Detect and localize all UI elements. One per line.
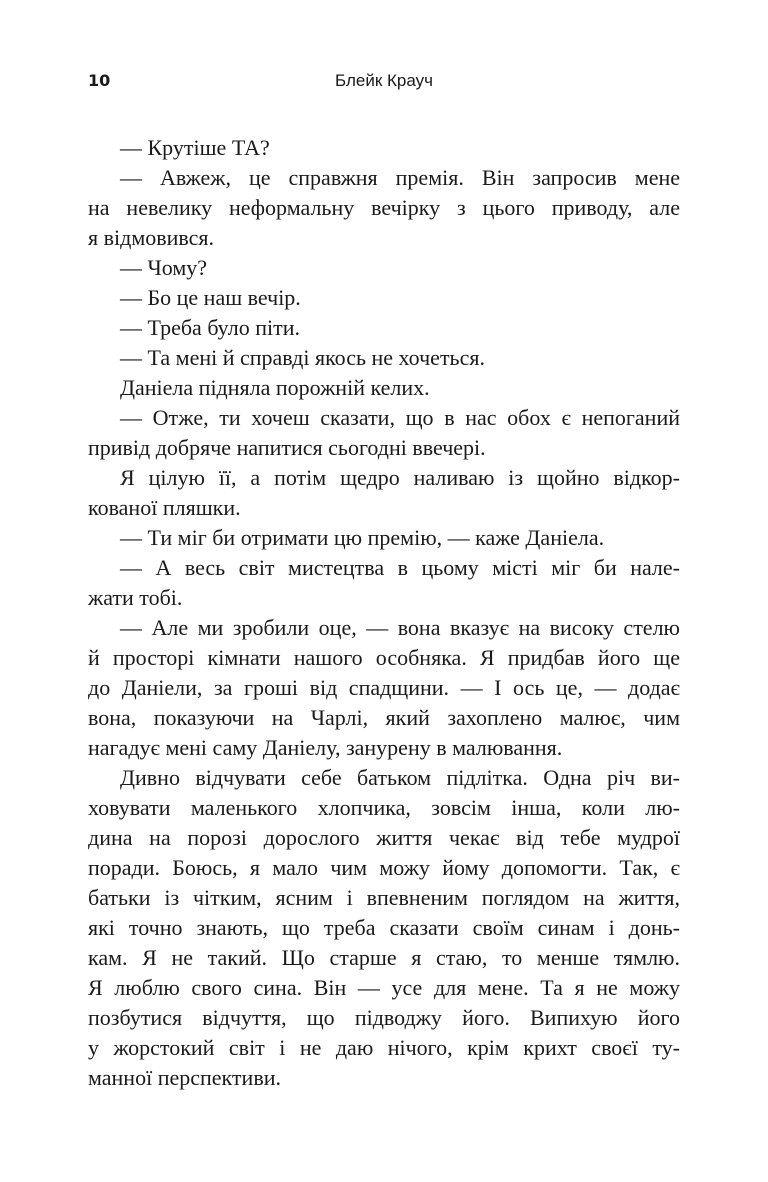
text-line: нагадує мені саму Даніелу, занурену в малювання.	[88, 735, 563, 760]
page-header	[88, 70, 680, 96]
text-line: дина на порозі дорослого життя чекає від тебе мудрої	[88, 825, 680, 850]
text-line: — Треба було піти.	[120, 315, 300, 340]
text-line: у жорстокий світ і не даю нічого, крім крихт своєї ту-	[88, 1035, 680, 1060]
text-line: манної перспективи.	[88, 1065, 281, 1090]
text-line: вона, показуючи на Чарлі, який захоплено малює, чим	[88, 705, 680, 730]
text-line: які точно знають, що треба сказати своїм синам і донь-	[88, 915, 680, 940]
text-line: — Ти міг би отримати цю премію, — каже Даніела.	[120, 525, 605, 550]
text-line: до Даніели, за гроші від спадщини. — І ось це, — додає	[88, 675, 680, 700]
running-head-author: Блейк Крауч	[335, 71, 433, 90]
text-line: ховувати маленького хлопчика, зовсім інша, коли лю-	[88, 795, 680, 820]
text-line: батьки із чітким, ясним і впевненим поглядом на життя,	[88, 885, 680, 910]
text-line: — Авжеж, це справжня премія. Він запросив мене	[120, 165, 680, 190]
text-line: поради. Боюсь, я мало чим можу йому допомогти. Так, є	[88, 855, 680, 880]
text-line: — Бо це наш вечір.	[120, 285, 301, 310]
text-line: Я цілую її, а потім щедро наливаю із щойно відкор-	[120, 465, 680, 490]
text-line: — А весь світ мистецтва в цьому місті міг би нале-	[120, 555, 680, 580]
text-line: Дивно відчувати себе батьком підлітка. Одна річ ви-	[120, 765, 680, 790]
text-line: й просторі кімнати нашого особняка. Я придбав його ще	[88, 645, 680, 670]
text-line: — Та мені й справді якось не хочеться.	[120, 345, 485, 370]
text-line: Я люблю свого сина. Він — усе для мене. Та я не можу	[88, 975, 680, 1000]
text-line: жати тобі.	[88, 585, 183, 610]
text-line: привід добряче напитися сьогодні ввечері.	[88, 435, 486, 460]
text-line: — Але ми зробили оце, — вона вказує на високу стелю	[120, 615, 680, 640]
text-line: на невелику неформальну вечірку з цього приводу, але	[88, 195, 680, 220]
text-line: кам. Я не такий. Що старше я стаю, то менше тямлю.	[88, 945, 680, 970]
text-line: Даніела підняла порожній келих.	[120, 375, 430, 400]
body-text	[88, 133, 680, 1093]
text-line: — Отже, ти хочеш сказати, що в нас обох є непоганий	[120, 405, 680, 430]
page-number: 10	[88, 71, 111, 90]
text-line: — Крутіше ТА?	[120, 135, 270, 160]
text-line: я відмовився.	[88, 225, 215, 250]
text-line: позбутися відчуття, що підводжу його. Випихую його	[88, 1005, 680, 1030]
text-line: кованої пляшки.	[88, 495, 241, 520]
text-line: — Чому?	[120, 255, 208, 280]
